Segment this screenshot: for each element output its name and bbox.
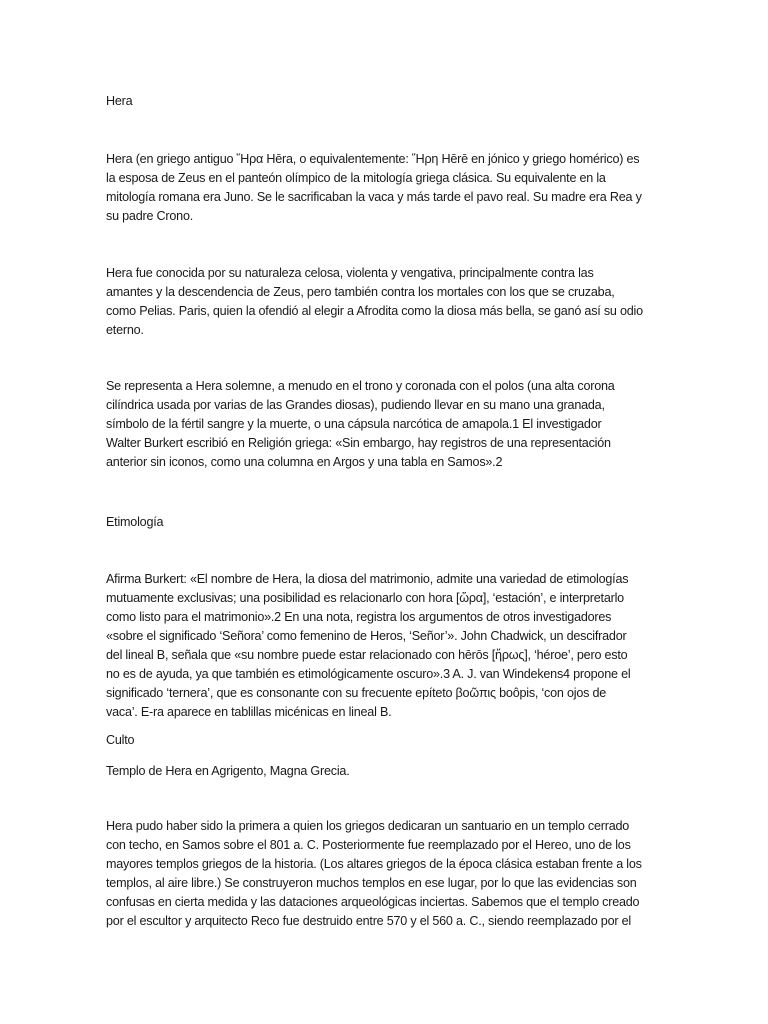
representation-line: anterior sin iconos, como una columna en Argos y una tabla en Samos».2 <box>106 455 503 469</box>
representation-line: símbolo de la fértil sangre y la muerte, o una cápsula narcótica de amapola.1 El investigador <box>106 417 602 431</box>
representation-line: Se representa a Hera solemne, a menudo en el trono y coronada con el polos (una alta corona <box>106 379 615 393</box>
document-title: Hera <box>106 94 133 108</box>
cult-line: templos, al aire libre.) Se construyeron muchos templos en ese lugar, por lo que las evidencias son <box>106 876 637 890</box>
temple-caption: Templo de Hera en Agrigento, Magna Grecia. <box>106 764 350 778</box>
representation-line: Walter Burkert escribió en Religión griega: «Sin embargo, hay registros de una representación <box>106 436 611 450</box>
character-line: como Pelias. Paris, quien la ofendió al elegir a Afrodita como la diosa más bella, se ganó así su odio <box>106 304 643 318</box>
etymology-line: mutuamente exclusivas; una posibilidad es relacionarlo con hora [ὥρα], ‘estación’, e interpretarlo <box>106 591 624 605</box>
intro-line: la esposa de Zeus en el panteón olímpico de la mitología griega clásica. Su equivalente en la <box>106 171 606 185</box>
cult-line: Hera pudo haber sido la primera a quien los griegos dedicaran un santuario en un templo cerrado <box>106 819 630 833</box>
intro-line: su padre Crono. <box>106 209 194 223</box>
cult-line: por el escultor y arquitecto Reco fue destruido entre 570 y el 560 a. C., siendo reemplazado por el <box>106 914 631 928</box>
cult-line: con techo, en Samos sobre el 801 a. C. Posteriormente fue reemplazado por el Hereo, uno de los <box>106 838 631 852</box>
cult-heading: Culto <box>106 733 135 747</box>
etymology-heading: Etimología <box>106 515 164 529</box>
cult-line: confusas en cierta medida y las dataciones arqueológicas inciertas. Sabemos que el templo creado <box>106 895 640 909</box>
etymology-line: como listo para el matrimonio».2 En una nota, registra los argumentos de otros investigadores <box>106 610 612 624</box>
intro-line: mitología romana era Juno. Se le sacrificaban la vaca y más tarde el pavo real. Su madre era Rea y <box>106 190 642 204</box>
cult-line: mayores templos griegos de la historia. (Los altares griegos de la época clásica estaban frente a los <box>106 857 642 871</box>
representation-line: cilíndrica usada por varias de las Grandes diosas), pudiendo llevar en su mano una granada, <box>106 398 605 412</box>
character-line: eterno. <box>106 323 144 337</box>
intro-line: Hera (en griego antiguo Ἥρα Hēra, o equivalentemente: Ἥρη Hērē en jónico y griego homérico) es <box>106 152 640 166</box>
etymology-line: Afirma Burkert: «El nombre de Hera, la diosa del matrimonio, admite una variedad de etimologías <box>106 572 629 586</box>
etymology-line: significado ‘ternera’, que es consonante con su frecuente epíteto βοῶπις boôpis, ‘con ojos de <box>106 686 607 700</box>
etymology-line: «sobre el significado ‘Señora’ como femenino de Heros, ‘Señor’». John Chadwick, un descifrador <box>106 629 627 643</box>
etymology-line: vaca’. E-ra aparece en tablillas micénicas en lineal B. <box>106 705 392 719</box>
character-line: Hera fue conocida por su naturaleza celosa, violenta y vengativa, principalmente contra las <box>106 266 594 280</box>
etymology-line: del lineal B, señala que «su nombre puede estar relacionado con hērōs [ἥρως], ‘héroe’, pero esto <box>106 648 628 662</box>
character-line: amantes y la descendencia de Zeus, pero también contra los mortales con los que se cruzaba, <box>106 285 615 299</box>
etymology-line: no es de ayuda, ya que también es etimológicamente oscuro».3 A. J. van Windekens4 propone el <box>106 667 631 681</box>
